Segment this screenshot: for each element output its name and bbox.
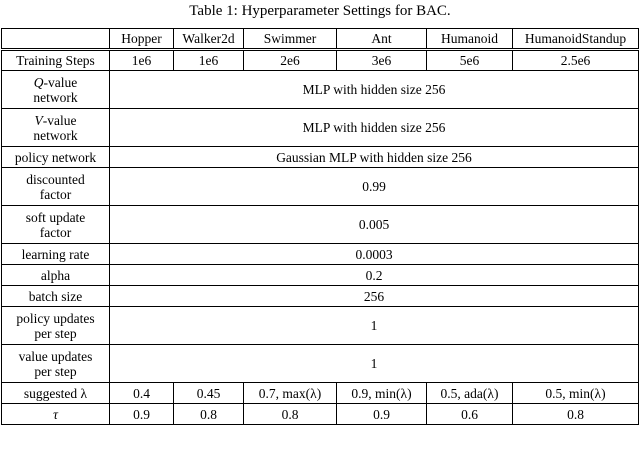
table-row <box>2 345 639 383</box>
q-symbol: Q <box>33 74 44 90</box>
cell-policy-updates: 1 <box>110 307 639 345</box>
table-row <box>2 147 639 168</box>
cell-value-updates: 1 <box>110 345 639 383</box>
cell-q-value-network: MLP with hidden size 256 <box>110 71 639 109</box>
row-label-alpha: alpha <box>2 265 110 286</box>
cell-tau-walker2d: 0.8 <box>174 404 244 425</box>
row-label-v-value-network <box>2 109 110 147</box>
table-row <box>2 71 639 109</box>
cell-lambda-walker2d: 0.45 <box>174 383 244 404</box>
table-row <box>2 265 639 286</box>
cell-lambda-humanoidstandup: 0.5, min(λ) <box>513 383 639 404</box>
discounted-line1: discounted <box>26 171 85 187</box>
policy-updates-line2: per step <box>34 325 77 341</box>
row-label-tau: τ <box>2 404 110 425</box>
v-label-line2: network <box>33 127 78 143</box>
cell-lambda-swimmer: 0.7, max(λ) <box>244 383 337 404</box>
v-label-suffix: -value <box>42 112 77 128</box>
row-label-policy-network: policy network <box>2 147 110 168</box>
row-label-batch-size: batch size <box>2 286 110 307</box>
table-row <box>2 307 639 345</box>
v-symbol: V <box>34 112 43 128</box>
column-header-walker2d: Walker2d <box>174 29 244 50</box>
table-row <box>2 244 639 265</box>
row-label-q-value-network <box>2 71 110 109</box>
cell-training-steps-ant: 3e6 <box>337 50 427 71</box>
row-label-suggested-lambda: suggested λ <box>2 383 110 404</box>
column-header-hopper: Hopper <box>110 29 174 50</box>
row-label-soft-update-factor <box>2 206 110 244</box>
table-row <box>2 168 639 206</box>
table-caption: Table 1: Hyperparameter Settings for BAC. <box>189 3 451 19</box>
cell-alpha: 0.2 <box>110 265 639 286</box>
cell-soft-update-factor: 0.005 <box>110 206 639 244</box>
cell-lambda-ant: 0.9, min(λ) <box>337 383 427 404</box>
column-header-humanoidstandup: HumanoidStandup <box>513 29 639 50</box>
table-row <box>2 383 639 404</box>
q-label-suffix: -value <box>43 74 78 90</box>
cell-batch-size: 256 <box>110 286 639 307</box>
cell-lambda-humanoid: 0.5, ada(λ) <box>427 383 513 404</box>
table-row <box>2 404 639 425</box>
table-row <box>2 286 639 307</box>
cell-discounted-factor: 0.99 <box>110 168 639 206</box>
soft-update-line1: soft update <box>25 209 86 225</box>
cell-tau-humanoid: 0.6 <box>427 404 513 425</box>
cell-tau-ant: 0.9 <box>337 404 427 425</box>
hyperparameter-table <box>1 28 639 425</box>
row-label-value-updates <box>2 345 110 383</box>
cell-training-steps-humanoidstandup: 2.5e6 <box>513 50 639 71</box>
header-corner <box>2 29 110 50</box>
cell-lambda-hopper: 0.4 <box>110 383 174 404</box>
table-row <box>2 109 639 147</box>
row-label-discounted-factor <box>2 168 110 206</box>
soft-update-line2: factor <box>39 224 72 240</box>
column-header-ant: Ant <box>337 29 427 50</box>
policy-updates-line1: policy updates <box>16 310 95 326</box>
cell-policy-network: Gaussian MLP with hidden size 256 <box>110 147 639 168</box>
cell-learning-rate: 0.0003 <box>110 244 639 265</box>
cell-training-steps-swimmer: 2e6 <box>244 50 337 71</box>
value-updates-line1: value updates <box>18 348 93 364</box>
column-header-swimmer: Swimmer <box>244 29 337 50</box>
row-label-policy-updates <box>2 307 110 345</box>
table-row <box>2 206 639 244</box>
row-label-learning-rate: learning rate <box>2 244 110 265</box>
column-header-humanoid: Humanoid <box>427 29 513 50</box>
discounted-line2: factor <box>39 186 72 202</box>
table-row <box>2 50 639 71</box>
row-label-training-steps: Training Steps <box>2 50 110 71</box>
header-row <box>2 29 639 50</box>
cell-tau-swimmer: 0.8 <box>244 404 337 425</box>
cell-tau-hopper: 0.9 <box>110 404 174 425</box>
cell-training-steps-humanoid: 5e6 <box>427 50 513 71</box>
cell-tau-humanoidstandup: 0.8 <box>513 404 639 425</box>
q-label-line2: network <box>33 89 78 105</box>
cell-training-steps-walker2d: 1e6 <box>174 50 244 71</box>
value-updates-line2: per step <box>34 363 77 379</box>
cell-v-value-network: MLP with hidden size 256 <box>110 109 639 147</box>
cell-training-steps-hopper: 1e6 <box>110 50 174 71</box>
